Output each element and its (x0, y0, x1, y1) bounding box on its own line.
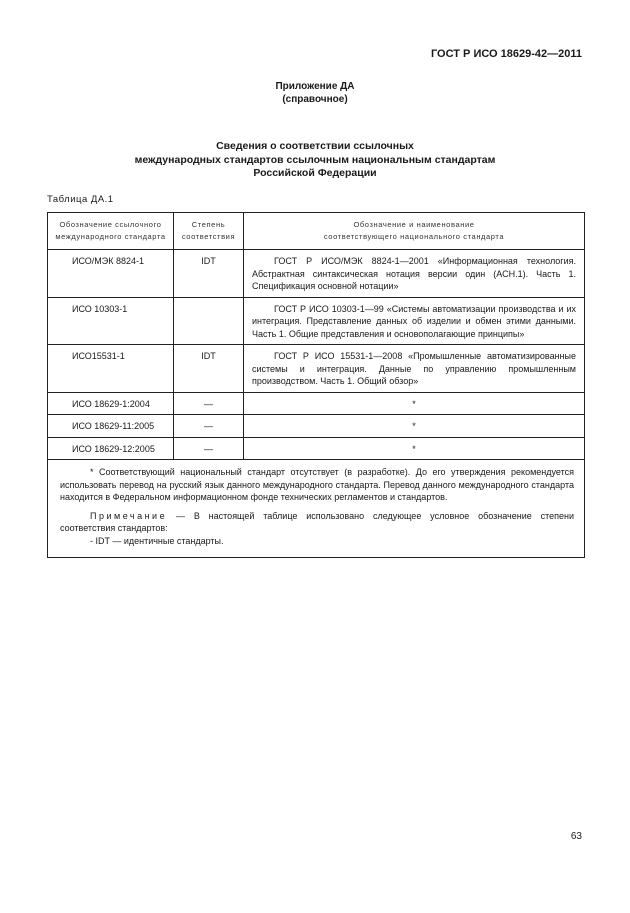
national-cell: ГОСТ Р ИСО/МЭК 8824-1—2001 «Информационная технология. Абстрактная синтаксическая нотация версии один (АСН.1). Часть 1. Спецификация основной нотации» (252, 256, 576, 291)
section-title-line2: международных стандартов ссылочным национальным стандартам (134, 153, 496, 166)
ref-cell: ИСО/МЭК 8824-1 (48, 250, 174, 297)
degree-cell: — (174, 415, 244, 437)
table-row (48, 250, 584, 298)
national-cell: * (412, 398, 416, 409)
table-notes (48, 460, 584, 557)
header-degree-line1: Степень (191, 220, 226, 229)
header-ref-standard (48, 213, 174, 249)
ref-cell: ИСО15531-1 (48, 345, 174, 392)
table-row (48, 415, 584, 438)
table-notes-row (48, 460, 584, 557)
table-row (48, 345, 584, 393)
table-row (48, 438, 584, 461)
section-title-line1: Сведения о соответствии ссылочных (216, 140, 414, 152)
note-label: Примечание (90, 510, 168, 521)
section-title (0, 140, 630, 181)
ref-cell: ИСО 18629-1:2004 (48, 393, 174, 415)
degree-cell: IDT (174, 345, 244, 392)
ref-cell: ИСО 18629-12:2005 (48, 438, 174, 460)
national-cell: * (412, 421, 416, 431)
note-text: — В настоящей таблице использовано следующее условное обозначение степени соответствия стандартов: (60, 510, 574, 533)
correspondence-table (47, 212, 585, 558)
document-standard-code: ГОСТ Р ИСО 18629-42—2011 (430, 48, 582, 60)
national-cell: ГОСТ Р ИСО 10303-1—99 «Системы автоматизации производства и их интеграция. Представление данных об изделии и обмен этими данными. Часть 1. Общие представления и основополагающие принципы» (252, 303, 576, 339)
degree-cell: — (174, 393, 244, 415)
appendix-heading (0, 80, 630, 106)
header-degree-line2: соответствия (181, 232, 236, 241)
note-item: - IDT — идентичные стандарты. (90, 535, 224, 546)
table-row (48, 393, 584, 416)
degree-cell: IDT (174, 250, 244, 297)
footnote-text: * Соответствующий национальный стандарт отсутствует (в разработке). До его утверждения рекомендуется использовать перевод на русский язык данного международного стандарта. Перевод данного международного стандарта находится в Федеральном информационном фонде технических регламентов и стандартов. (60, 467, 574, 502)
header-national-line1: Обозначение и наименование (353, 220, 475, 229)
ref-cell: ИСО 10303-1 (48, 298, 174, 345)
note-paragraph (60, 510, 574, 535)
national-cell: * (412, 443, 416, 454)
national-cell: ГОСТ Р ИСО 15531-1—2008 «Промышленные автоматизированные системы и интеграция. Данные по управлению промышленным производством. Часть 1. Общий обзор» (252, 351, 576, 386)
section-title-line3: Российской Федерации (253, 167, 377, 179)
header-degree (174, 213, 244, 249)
table-row (48, 298, 584, 346)
degree-cell (174, 298, 244, 345)
table-header-row (48, 213, 584, 250)
appendix-title: Приложение ДА (275, 81, 355, 92)
ref-cell: ИСО 18629-11:2005 (48, 415, 174, 437)
header-national-line2: соответствующего национального стандарта (323, 232, 505, 241)
appendix-subtitle: (справочное) (282, 94, 348, 105)
header-national-standard (244, 213, 584, 249)
page-number: 63 (570, 831, 582, 842)
header-ref-line2: международного стандарта (55, 232, 166, 241)
table-label: Таблица ДА.1 (47, 194, 114, 205)
degree-cell: — (174, 438, 244, 460)
header-ref-line1: Обозначение ссылочного (59, 220, 162, 229)
